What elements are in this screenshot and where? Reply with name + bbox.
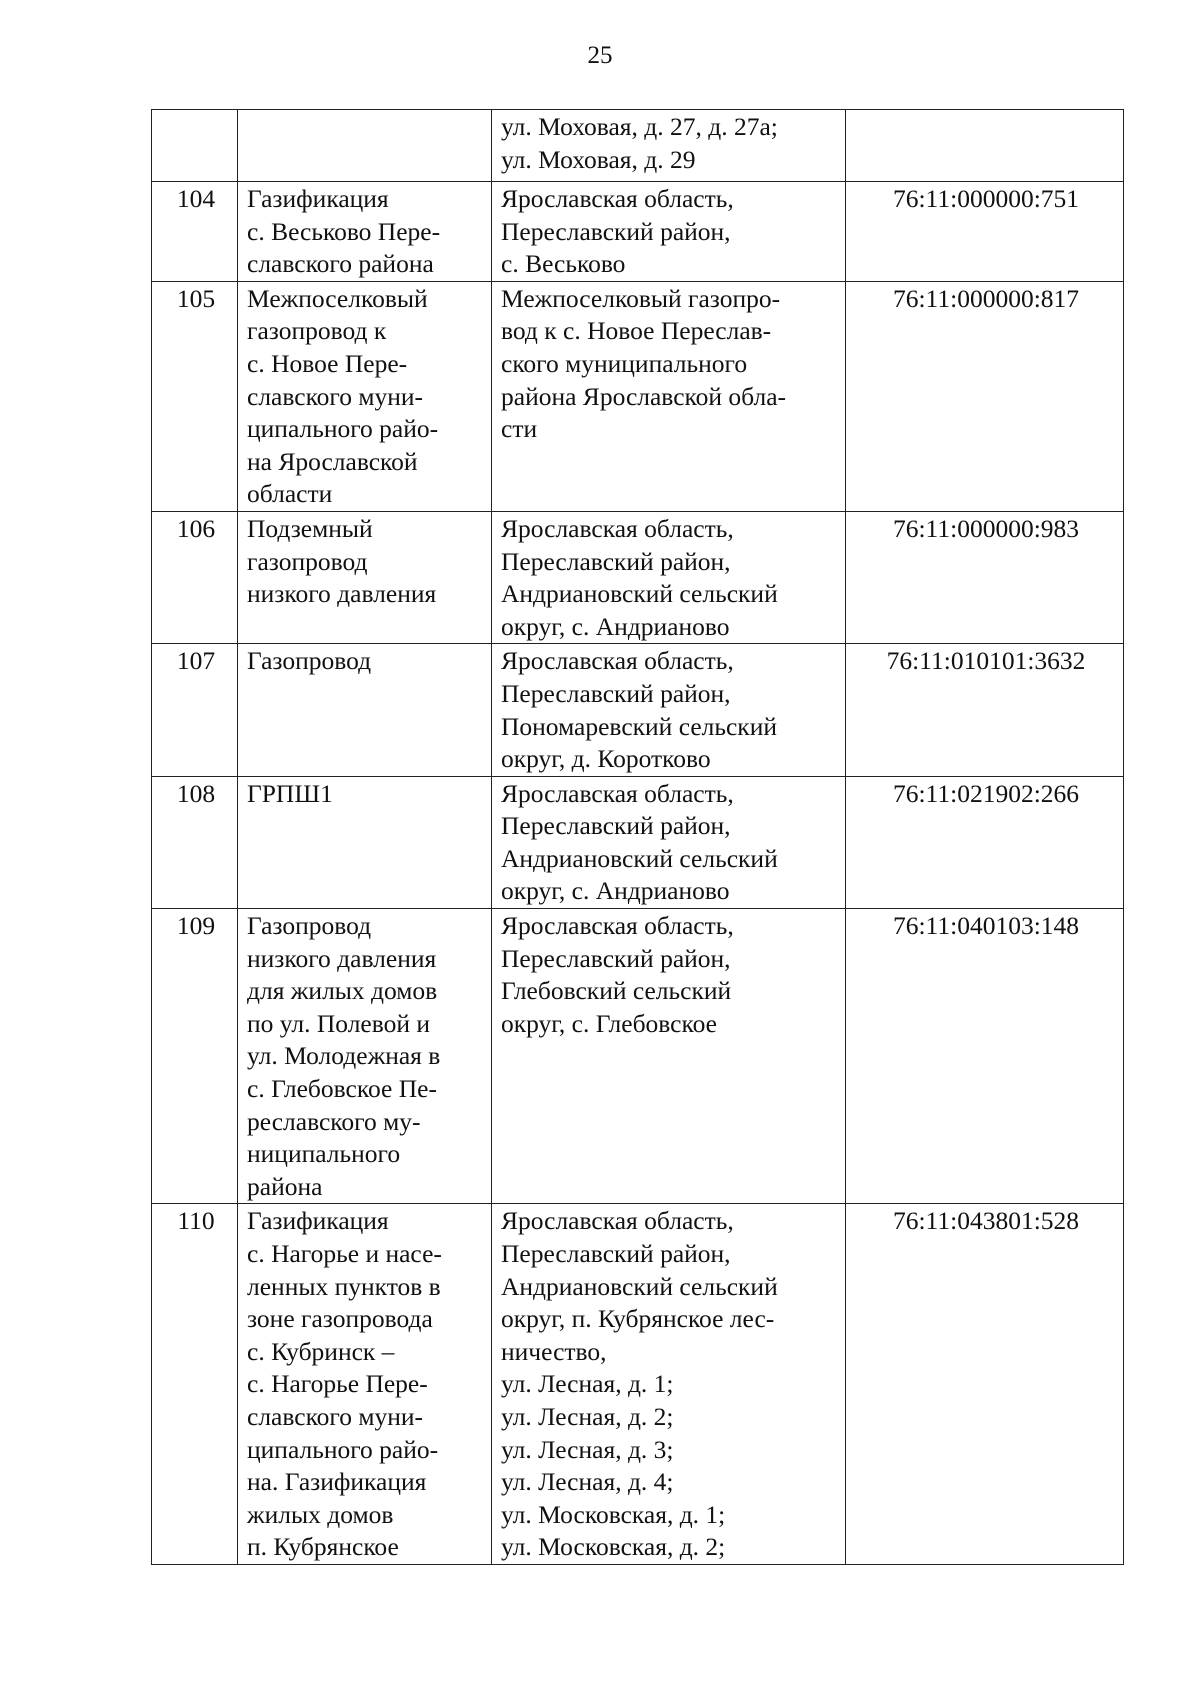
cadastral-number-cell: 76:11:043801:528	[846, 1204, 1124, 1565]
address-line: Ярославская область,	[501, 1206, 734, 1236]
address-line: ул. Моховая, д. 29	[501, 144, 696, 174]
object-name-line: с. Нагорье Пере-	[247, 1369, 428, 1399]
address-line: Переславский район,	[501, 811, 731, 841]
object-name-line: ленных пунктов в	[247, 1271, 441, 1301]
table-body	[152, 110, 1124, 1565]
address-line: ничество,	[501, 1336, 607, 1366]
object-name-line: с. Глебовское Пе-	[247, 1074, 437, 1104]
object-name-cell	[238, 281, 492, 511]
object-name-line: области	[247, 479, 333, 509]
row-number-cell: 108	[152, 776, 238, 908]
address-line: Глебовский сельский	[501, 976, 732, 1006]
object-name-line: славского района	[247, 249, 434, 279]
address-line: Андриановский сельский	[501, 579, 778, 609]
address-line: ул. Лесная, д. 3;	[501, 1434, 674, 1464]
address-line: округ, п. Кубрянское лес-	[501, 1304, 775, 1334]
object-name-line: района	[247, 1171, 323, 1201]
address-cell	[492, 776, 846, 908]
address-cell	[492, 281, 846, 511]
address-line: Межпоселковый газопро-	[501, 283, 781, 313]
address-line: ского муниципального	[501, 348, 748, 378]
table-row	[152, 909, 1124, 1204]
address-line: ул. Лесная, д. 2;	[501, 1401, 674, 1431]
object-name-line: с. Веськово Пере-	[247, 216, 441, 246]
cadastral-number-cell: 76:11:010101:3632	[846, 644, 1124, 776]
object-name-line: ГРПШ1	[247, 778, 333, 808]
row-number-cell: 106	[152, 511, 238, 643]
address-line: Ярославская область,	[501, 778, 734, 808]
object-name-line: славского муни-	[247, 381, 424, 411]
address-line: Переславский район,	[501, 943, 731, 973]
object-name-line: ниципального	[247, 1139, 401, 1169]
object-name-line: газопровод	[247, 546, 368, 576]
address-line: ул. Лесная, д. 1;	[501, 1369, 674, 1399]
row-number-cell	[152, 110, 238, 182]
object-name-line: п. Кубрянское	[247, 1532, 399, 1562]
address-line: Пономаревский сельский	[501, 711, 777, 741]
address-cell	[492, 1204, 846, 1565]
address-line: округ, с. Андрианово	[501, 611, 730, 641]
address-cell	[492, 110, 846, 182]
object-name-line: с. Кубринск –	[247, 1336, 395, 1366]
address-line: Ярославская область,	[501, 911, 734, 941]
address-line: округ, с. Андрианово	[501, 876, 730, 906]
object-name-cell	[238, 776, 492, 908]
address-line: Андриановский сельский	[501, 843, 778, 873]
object-name-cell	[238, 1204, 492, 1565]
address-line: района Ярославской обла-	[501, 381, 787, 411]
object-name-cell	[238, 644, 492, 776]
object-name-line: с. Нагорье и насе-	[247, 1239, 442, 1268]
row-number-cell: 105	[152, 281, 238, 511]
page-number: 25	[587, 42, 613, 69]
table-row	[152, 776, 1124, 908]
address-cell	[492, 644, 846, 776]
object-name-line: с. Новое Пере-	[247, 348, 408, 378]
object-name-line: Газификация	[247, 184, 389, 213]
address-line: Андриановский сельский	[501, 1271, 778, 1301]
address-line: Ярославская область,	[501, 184, 734, 213]
object-name-line: низкого давления	[247, 943, 437, 973]
object-name-cell	[238, 182, 492, 282]
address-cell	[492, 182, 846, 282]
object-name-line: зоне газопровода	[247, 1304, 433, 1334]
cadastral-number-cell	[846, 110, 1124, 182]
object-name-line: Подземный	[247, 513, 373, 543]
row-number-cell: 107	[152, 644, 238, 776]
address-line: Переславский район,	[501, 546, 731, 576]
address-line: округ, с. Глебовское	[501, 1008, 717, 1038]
address-line: ул. Московская, д. 1;	[501, 1499, 726, 1529]
object-name-cell	[238, 909, 492, 1204]
object-name-line: ципального райо-	[247, 414, 439, 444]
address-cell	[492, 511, 846, 643]
object-name-line: ул. Молодежная в	[247, 1041, 441, 1071]
object-name-line: газопровод к	[247, 316, 387, 346]
address-line: с. Веськово	[501, 249, 626, 279]
object-name-cell	[238, 511, 492, 643]
address-line: округ, д. Коротково	[501, 744, 711, 774]
table-row	[152, 1204, 1124, 1565]
object-name-line: по ул. Полевой и	[247, 1008, 431, 1038]
address-line: Переславский район,	[501, 216, 731, 246]
row-number-cell: 109	[152, 909, 238, 1204]
address-line: ул. Московская, д. 2;	[501, 1532, 726, 1562]
table-row	[152, 511, 1124, 643]
object-name-line: Межпоселковый	[247, 283, 428, 313]
address-line: ул. Лесная, д. 4;	[501, 1467, 674, 1497]
cadastral-number-cell: 76:11:040103:148	[846, 909, 1124, 1204]
object-name-line: ципального райо-	[247, 1434, 439, 1464]
address-cell	[492, 909, 846, 1204]
address-line: сти	[501, 414, 538, 444]
address-line: Ярославская область,	[501, 646, 734, 676]
address-line: Ярославская область,	[501, 513, 734, 543]
object-name-cell	[238, 110, 492, 182]
object-name-line: на Ярославской	[247, 446, 418, 476]
property-table	[151, 109, 1124, 1565]
object-name-line: Газопровод	[247, 646, 372, 676]
table-row	[152, 644, 1124, 776]
object-name-line: славского муни-	[247, 1401, 424, 1431]
address-line: ул. Моховая, д. 27, д. 27а;	[501, 112, 778, 141]
table-row	[152, 182, 1124, 282]
object-name-line: для жилых домов	[247, 976, 438, 1006]
address-line: вод к с. Новое Переслав-	[501, 316, 772, 346]
address-line: Переславский район,	[501, 678, 731, 708]
object-name-line: на. Газификация	[247, 1467, 427, 1497]
cadastral-number-cell: 76:11:000000:817	[846, 281, 1124, 511]
object-name-line: Газопровод	[247, 911, 372, 941]
object-name-line: жилых домов	[247, 1499, 394, 1529]
table-row	[152, 281, 1124, 511]
cadastral-number-cell: 76:11:000000:751	[846, 182, 1124, 282]
row-number-cell: 104	[152, 182, 238, 282]
row-number-cell: 110	[152, 1204, 238, 1565]
object-name-line: Газификация	[247, 1206, 389, 1236]
cadastral-number-cell: 76:11:000000:983	[846, 511, 1124, 643]
cadastral-number-cell: 76:11:021902:266	[846, 776, 1124, 908]
table-row	[152, 110, 1124, 182]
object-name-line: низкого давления	[247, 579, 437, 609]
object-name-line: реславского му-	[247, 1106, 421, 1136]
address-line: Переславский район,	[501, 1239, 731, 1268]
